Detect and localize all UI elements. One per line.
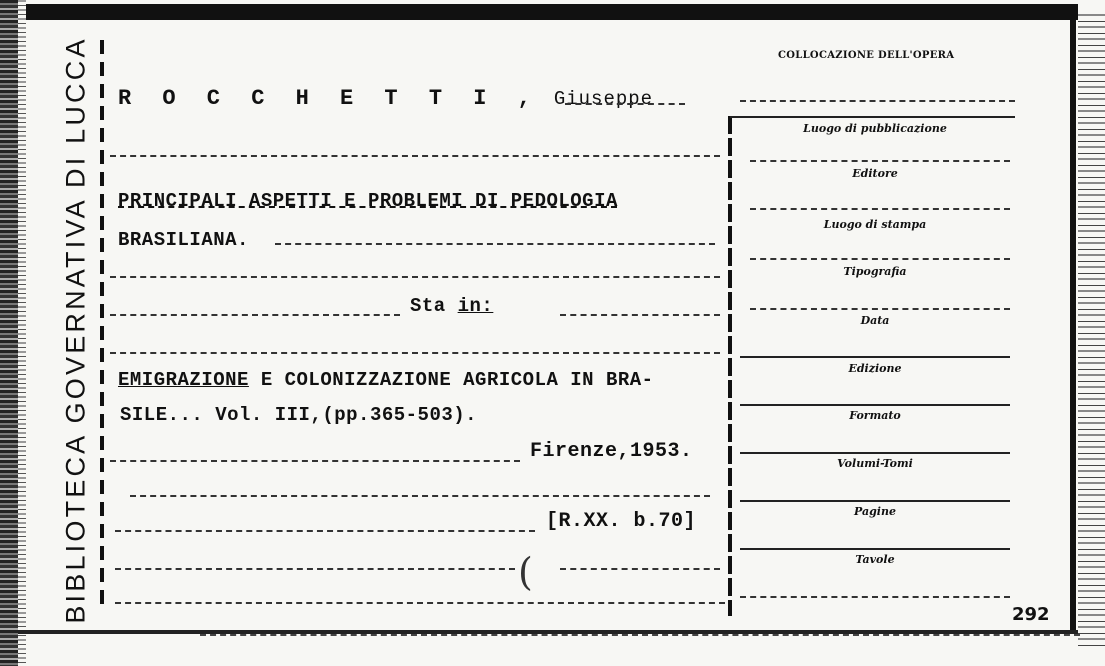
- collocazione-rule: [740, 100, 1015, 102]
- collocazione-rule: [750, 308, 1010, 310]
- collocazione-rule: [740, 356, 1010, 358]
- ruled-line: [110, 276, 720, 278]
- ruled-line: [110, 460, 520, 462]
- card-top-edge-line: [18, 18, 1078, 20]
- card-left-edge: [0, 0, 18, 666]
- card-bottom-rule: [200, 634, 1080, 636]
- collocazione-rule: [750, 258, 1010, 260]
- ruled-line: [560, 568, 720, 570]
- ruled-line: [115, 530, 535, 532]
- in-label: [410, 295, 493, 317]
- host-work-line-1-rest: E COLONIZZAZIONE AGRICOLA IN BRA-: [248, 369, 654, 391]
- field-luogo-di-pubblicazione: Luogo di pubblicazione: [803, 122, 947, 135]
- pencil-mark: (: [518, 550, 533, 594]
- collocazione-rule: [740, 500, 1010, 502]
- field-editore: Editore: [852, 167, 898, 180]
- author-surname: R O C C H E T T I ,: [118, 86, 540, 111]
- in-label-in: in:: [457, 295, 494, 317]
- author-given-name: Giuseppe: [553, 88, 654, 110]
- author-trailing-rule: [565, 103, 685, 105]
- title-trailing-rule: [275, 243, 715, 245]
- card-left-edge-texture: [18, 0, 26, 666]
- shelfmark: [R.XX. b.70]: [546, 510, 697, 533]
- ruled-line: [130, 495, 710, 497]
- collocazione-rule: [740, 596, 1010, 598]
- ruled-line: [110, 155, 720, 157]
- collocazione-divider: [728, 116, 732, 616]
- field-edizione: Edizione: [848, 362, 902, 375]
- collocazione-header: COLLOCAZIONE DELL'OPERA: [778, 50, 955, 61]
- host-work-line-1: [118, 369, 654, 391]
- collocazione-rule: [730, 116, 1015, 118]
- field-pagine: Pagine: [854, 505, 896, 518]
- field-volumi-tomi: Volumi-Tomi: [837, 457, 913, 470]
- ruled-line: [115, 602, 725, 604]
- field-data: Data: [860, 314, 890, 327]
- title-line-1: PRINCIPALI ASPETTI E PROBLEMI DI PEDOLOGIA: [118, 190, 618, 212]
- title-line-2: BRASILIANA.: [118, 229, 249, 251]
- left-margin-rule: [100, 40, 104, 610]
- collocazione-rule: [740, 548, 1010, 550]
- host-work-line-2: SILE... Vol. III,(pp.365-503).: [120, 404, 478, 426]
- ruled-line: [115, 568, 515, 570]
- ruled-line: [110, 314, 400, 316]
- field-tavole: Tavole: [855, 553, 895, 566]
- field-luogo-di-stampa: Luogo di stampa: [823, 218, 927, 231]
- collocazione-rule: [740, 404, 1010, 406]
- in-label-sta: Sta: [410, 295, 446, 317]
- card-number: 292: [1012, 604, 1050, 625]
- library-name: BIBLIOTECA GOVERNATIVA DI LUCCA: [60, 36, 91, 624]
- publication-place-date: Firenze,1953.: [530, 440, 693, 463]
- card-right-edge-texture: [1078, 10, 1105, 650]
- author-heading: [118, 86, 653, 111]
- host-work-underlined: EMIGRAZIONE: [118, 369, 249, 391]
- ruled-line: [110, 352, 720, 354]
- field-tipografia: Tipografia: [843, 265, 907, 278]
- ruled-line: [560, 314, 720, 316]
- field-formato: Formato: [849, 409, 901, 422]
- collocazione-rule: [750, 160, 1010, 162]
- card-right-edge: [1070, 10, 1076, 630]
- card-top-edge: [18, 4, 1078, 18]
- collocazione-rule: [750, 208, 1010, 210]
- collocazione-rule: [740, 452, 1010, 454]
